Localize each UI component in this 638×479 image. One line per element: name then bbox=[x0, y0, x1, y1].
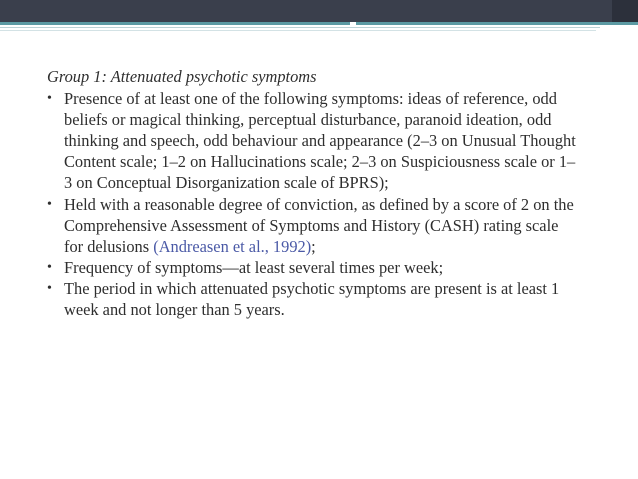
bullet-text: Held with a reasonable degree of conviction, as defined by a score of 2 on the Comprehensive Assessment of Symptoms and History (CASH) rating scale for delusions bbox=[64, 194, 574, 256]
bullet-item bbox=[47, 88, 577, 193]
accent-line-right bbox=[356, 22, 638, 25]
bullet-glyph: • bbox=[47, 91, 52, 107]
header-bar bbox=[0, 0, 638, 22]
bullet-glyph: • bbox=[47, 196, 52, 212]
slide-content bbox=[47, 66, 577, 320]
bullet-glyph: • bbox=[47, 259, 52, 275]
citation-link[interactable]: (Andreasen et al., 1992) bbox=[153, 236, 312, 256]
bullet-text: Frequency of symptoms—at least several times per week; bbox=[64, 257, 444, 277]
bullet-glyph: • bbox=[47, 280, 52, 296]
bullet-item bbox=[47, 278, 577, 320]
bullet-suffix: ; bbox=[311, 236, 316, 256]
header-bar-corner bbox=[612, 0, 638, 22]
bullet-text: The period in which attenuated psychotic symptoms are present is at least 1 week and not longer than 5 years. bbox=[64, 278, 560, 320]
bullet-item bbox=[47, 194, 577, 257]
slide-heading: Group 1: Attenuated psychotic symptoms bbox=[47, 67, 317, 86]
bullet-text: Presence of at least one of the following symptoms: ideas of reference, odd beliefs or magical thinking, perceptual disturbance, paranoid ideation, odd thinking and speech, odd behaviour and appearance (2–3 on Unusual Thought Content scale; 1–2 on Hallucinations scale; 2–3 on Suspiciousness scale or 1–3 on Conceptual Disorganization scale of BPRS); bbox=[64, 89, 576, 193]
divider-line-secondary bbox=[0, 30, 596, 31]
accent-line-left bbox=[0, 22, 350, 25]
bullet-item bbox=[47, 257, 577, 278]
divider-line bbox=[0, 27, 600, 28]
